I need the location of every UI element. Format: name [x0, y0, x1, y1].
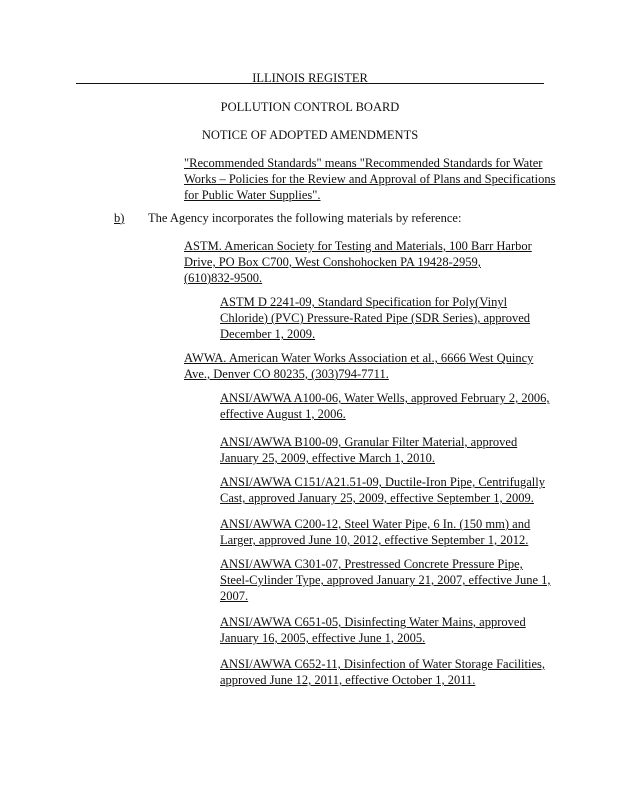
standard-line: Cast, approved January 25, 2009, effective September 1, 2009.: [220, 491, 534, 505]
section-b-marker: b): [114, 211, 125, 225]
notice-title: NOTICE OF ADOPTED AMENDMENTS: [201, 128, 419, 142]
standard-line: approved June 12, 2011, effective October 1, 2011.: [220, 673, 476, 687]
definition-paragraph: [184, 155, 556, 203]
standard-line: ANSI/AWWA A100-06, Water Wells, approved February 2, 2006,: [220, 391, 550, 405]
standard-line: January 16, 2005, effective June 1, 2005.: [220, 631, 426, 645]
standard-line: ANSI/AWWA B100-09, Granular Filter Material, approved: [220, 435, 518, 449]
standard-line: ANSI/AWWA C301-07, Prestressed Concrete Pressure Pipe,: [220, 557, 523, 571]
definition-line: Works – Policies for the Review and Approval of Plans and Specifications: [184, 172, 556, 186]
standard-line: Larger, approved June 10, 2012, effective September 1, 2012.: [220, 533, 529, 547]
awwa-standard-c651: [220, 614, 526, 646]
section-b-intro: The Agency incorporates the following materials by reference:: [148, 211, 462, 225]
standard-line: ANSI/AWWA C200-12, Steel Water Pipe, 6 In. (150 mm) and: [220, 517, 531, 531]
standard-line: ANSI/AWWA C652-11, Disinfection of Water Storage Facilities,: [220, 657, 546, 671]
awwa-organization: [184, 350, 533, 382]
definition-line: "Recommended Standards" means "Recommended Standards for Water: [184, 156, 543, 170]
standard-line: ANSI/AWWA C151/A21.51-09, Ductile-Iron Pipe, Centrifugally: [220, 475, 545, 489]
astm-org-line: ASTM. American Society for Testing and Materials, 100 Barr Harbor: [184, 239, 532, 253]
awwa-standard-c151: [220, 474, 545, 506]
standard-line: 2007.: [220, 589, 249, 603]
astm-org-line: Drive, PO Box C700, West Conshohocken PA 19428-2959,: [184, 255, 481, 269]
register-title: ILLINOIS REGISTER: [252, 71, 368, 85]
awwa-standard-a100: [220, 390, 549, 422]
astm-standard-line: ASTM D 2241-09, Standard Specification for Poly(Vinyl: [220, 295, 508, 309]
board-title: POLLUTION CONTROL BOARD: [220, 100, 400, 114]
awwa-standard-b100: [220, 434, 517, 466]
awwa-org-line: AWWA. American Water Works Association et al., 6666 West Quincy: [184, 351, 534, 365]
awwa-standard-c652: [220, 656, 545, 688]
header-rule: [76, 83, 544, 84]
astm-standard: [220, 294, 530, 342]
standard-line: effective August 1, 2006.: [220, 407, 346, 421]
awwa-standard-c200: [220, 516, 530, 548]
standard-line: Steel-Cylinder Type, approved January 21, 2007, effective June 1,: [220, 573, 551, 587]
astm-standard-line: December 1, 2009.: [220, 327, 316, 341]
awwa-org-line: Ave., Denver CO 80235, (303)794-7711.: [184, 367, 389, 381]
astm-standard-line: Chloride) (PVC) Pressure-Rated Pipe (SDR Series), approved: [220, 311, 531, 325]
standard-line: ANSI/AWWA C651-05, Disinfecting Water Mains, approved: [220, 615, 526, 629]
awwa-standard-c301: [220, 556, 551, 604]
astm-org-line: (610)832-9500.: [184, 271, 263, 285]
standard-line: January 25, 2009, effective March 1, 2010.: [220, 451, 435, 465]
definition-line: for Public Water Supplies".: [184, 188, 321, 202]
astm-organization: [184, 238, 532, 286]
